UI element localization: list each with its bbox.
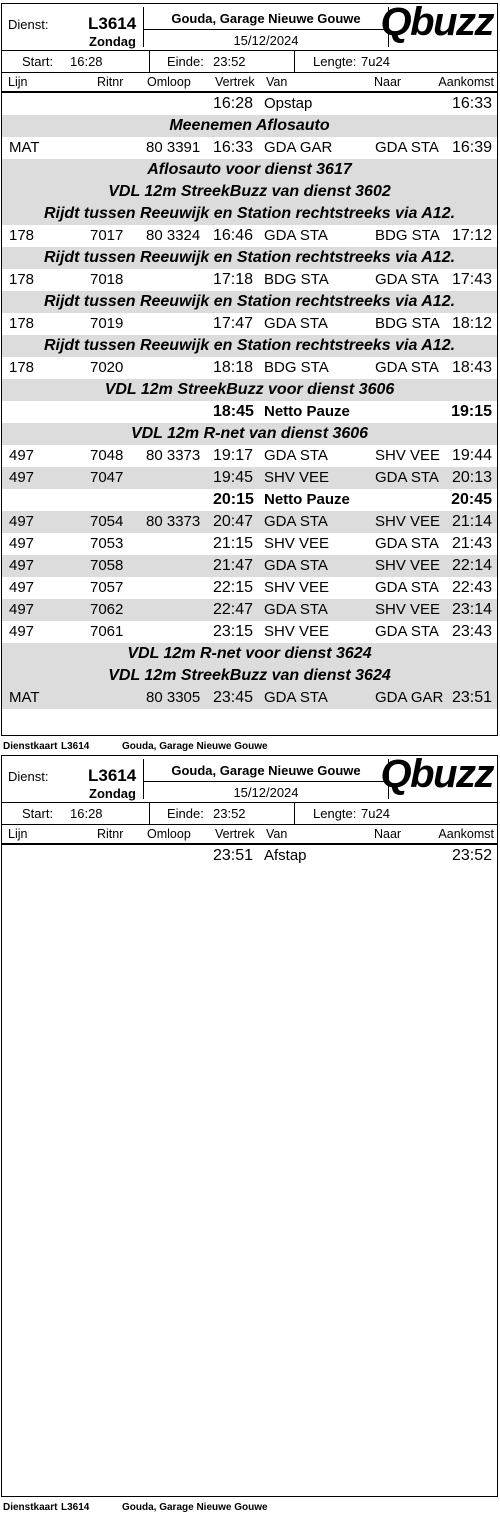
note-text: Meenemen Aflosauto — [169, 117, 330, 134]
lijn-cell: 178 — [9, 227, 35, 244]
aankomst-cell: 19:15 — [451, 403, 492, 420]
vertrek-cell: 22:47 — [213, 601, 254, 618]
aankomst-cell: 17:43 — [451, 271, 492, 288]
pause-row — [2, 401, 497, 423]
vertrek-cell: 23:15 — [213, 623, 254, 640]
qbuzz-logo: Qbuzz — [380, 0, 493, 44]
note-row — [2, 379, 497, 401]
note-row — [2, 203, 497, 225]
lijn-cell: 497 — [9, 469, 35, 486]
ritnr-cell: 7048 — [90, 447, 124, 464]
note-row — [2, 423, 497, 445]
note-text: VDL 12m R-net voor dienst 3624 — [127, 645, 372, 662]
einde-value: 23:52 — [213, 806, 246, 821]
trip-row — [2, 533, 497, 555]
note-text: VDL 12m StreekBuzz van dienst 3624 — [108, 667, 391, 684]
meta-bar — [2, 51, 497, 73]
van-cell: GDA STA — [264, 315, 328, 332]
col-aankomst: Aankomst — [438, 827, 494, 841]
start-label: Start: — [22, 806, 54, 821]
van-cell: BDG STA — [264, 271, 329, 288]
card-header — [2, 0, 497, 51]
vertrek-cell: 16:33 — [213, 139, 254, 156]
aankomst-cell: 18:12 — [451, 315, 492, 332]
van-cell: GDA GAR — [264, 139, 333, 156]
col-omloop: Omloop — [147, 827, 191, 841]
note-text: Rijdt tussen Reeuwijk en Station rechtstreeks via A12. — [43, 249, 456, 266]
trip-row — [2, 445, 497, 467]
vertrek-cell: 23:45 — [213, 689, 254, 706]
footer-code: L3614 — [61, 741, 90, 752]
omloop-cell: 80 3324 — [146, 227, 201, 244]
lijn-cell: 497 — [9, 513, 35, 530]
van-cell: GDA STA — [264, 601, 328, 618]
lijn-cell: 497 — [9, 579, 35, 596]
note-text: Rijdt tussen Reeuwijk en Station rechtstreeks via A12. — [43, 205, 456, 222]
van-cell: GDA STA — [264, 513, 328, 530]
aankomst-cell: 21:14 — [451, 513, 492, 530]
note-row — [2, 247, 497, 269]
aankomst-cell: 21:43 — [451, 535, 492, 552]
lijn-cell: 178 — [9, 315, 35, 332]
aankomst-cell: 23:14 — [451, 601, 492, 618]
lijn-cell: 178 — [9, 359, 35, 376]
aankomst-cell: 16:39 — [451, 139, 492, 156]
vertrek-cell: 16:46 — [213, 227, 254, 244]
note-text: Rijdt tussen Reeuwijk en Station rechtstreeks via A12. — [43, 293, 456, 310]
note-row — [2, 291, 497, 313]
footer-location: Gouda, Garage Nieuwe Gouwe — [122, 741, 268, 752]
column-headers — [2, 825, 497, 845]
location-date-box — [143, 7, 389, 47]
trip-row — [2, 467, 497, 489]
divider — [149, 803, 150, 824]
dienst-code: L3614 — [88, 766, 137, 785]
naar-cell: GDA STA — [375, 271, 439, 288]
vertrek-cell: 21:15 — [213, 535, 254, 552]
einde-label: Einde: — [167, 806, 204, 821]
meta-bar — [2, 803, 497, 825]
naar-cell: GDA STA — [375, 579, 439, 596]
naar-cell: GDA STA — [375, 535, 439, 552]
dienst-label: Dienst: — [8, 17, 49, 32]
start-label: Start: — [22, 54, 54, 69]
col-naar: Naar — [374, 75, 402, 89]
van-cell: SHV VEE — [264, 579, 330, 596]
aankomst-cell: 22:14 — [451, 557, 492, 574]
ritnr-cell: 7057 — [90, 579, 124, 596]
naar-cell: SHV VEE — [375, 557, 441, 574]
lijn-cell: MAT — [9, 689, 40, 706]
lengte-label: Lengte: — [313, 54, 357, 69]
divider — [149, 51, 150, 72]
aankomst-cell: 19:44 — [451, 447, 492, 464]
naar-cell: SHV VEE — [375, 601, 441, 618]
van-cell: GDA STA — [264, 447, 328, 464]
ritnr-cell: 7019 — [90, 315, 124, 332]
vertrek-cell: 16:28 — [213, 95, 254, 112]
trip-row — [2, 357, 497, 379]
trip-row — [2, 225, 497, 247]
col-vertrek: Vertrek — [215, 75, 255, 89]
van-cell: BDG STA — [264, 359, 329, 376]
lijn-cell: 497 — [9, 623, 35, 640]
trip-row — [2, 555, 497, 577]
aankomst-cell: 22:43 — [451, 579, 492, 596]
ritnr-cell: 7017 — [90, 227, 124, 244]
lijn-cell: 497 — [9, 557, 35, 574]
note-text: VDL 12m StreekBuzz voor dienst 3606 — [104, 381, 395, 398]
trip-row — [2, 687, 497, 709]
vertrek-cell: 20:15 — [213, 491, 254, 508]
van-cell: Afstap — [264, 847, 307, 864]
van-cell: Opstap — [264, 95, 313, 112]
naar-cell: GDA GAR — [375, 689, 444, 706]
divider — [144, 781, 388, 782]
naar-cell: GDA STA — [375, 623, 439, 640]
col-naar: Naar — [374, 827, 402, 841]
start-value: 16:28 — [70, 806, 103, 821]
ritnr-cell: 7061 — [90, 623, 124, 640]
trip-row — [2, 93, 497, 115]
omloop-cell: 80 3373 — [146, 513, 201, 530]
vertrek-cell: 20:47 — [213, 513, 254, 530]
trip-row — [2, 845, 497, 867]
start-value: 16:28 — [70, 54, 103, 69]
location-text: Gouda, Garage Nieuwe Gouwe — [171, 11, 361, 26]
aankomst-cell: 16:33 — [451, 95, 492, 112]
column-headers — [2, 73, 497, 93]
van-cell: GDA STA — [264, 689, 328, 706]
dienst-day: Zondag — [89, 34, 136, 49]
naar-cell: BDG STA — [375, 227, 440, 244]
note-row — [2, 181, 497, 203]
col-van: Van — [266, 827, 288, 841]
lengte-label: Lengte: — [313, 806, 357, 821]
naar-cell: GDA STA — [375, 139, 439, 156]
aankomst-cell: 20:13 — [451, 469, 492, 486]
vertrek-cell: 23:51 — [213, 847, 254, 864]
trip-row — [2, 511, 497, 533]
einde-value: 23:52 — [213, 54, 246, 69]
footer-code: L3614 — [61, 1502, 90, 1513]
ritnr-cell: 7053 — [90, 535, 124, 552]
footer-label: Dienstkaart — [3, 1502, 58, 1513]
van-cell: GDA STA — [264, 227, 328, 244]
card-header — [2, 752, 497, 803]
note-row — [2, 335, 497, 357]
date-text: 15/12/2024 — [233, 33, 299, 48]
lijn-cell: 497 — [9, 601, 35, 618]
aankomst-cell: 23:43 — [451, 623, 492, 640]
footer-location: Gouda, Garage Nieuwe Gouwe — [122, 1502, 268, 1513]
divider — [294, 51, 295, 72]
divider — [144, 29, 388, 30]
location-date-box — [143, 759, 389, 799]
note-row — [2, 643, 497, 665]
location-text: Gouda, Garage Nieuwe Gouwe — [171, 763, 361, 778]
ritnr-cell: 7020 — [90, 359, 124, 376]
col-aankomst: Aankomst — [438, 75, 494, 89]
note-row — [2, 665, 497, 687]
col-lijn: Lijn — [8, 827, 28, 841]
dienst-day: Zondag — [89, 786, 136, 801]
naar-cell: BDG STA — [375, 315, 440, 332]
col-ritnr: Ritnr — [97, 827, 124, 841]
pause-row — [2, 489, 497, 511]
qbuzz-logo: Qbuzz — [380, 752, 493, 796]
col-lijn: Lijn — [8, 75, 28, 89]
lijn-cell: 178 — [9, 271, 35, 288]
van-cell: SHV VEE — [264, 535, 330, 552]
einde-label: Einde: — [167, 54, 204, 69]
pause-label: Netto Pauze — [264, 491, 350, 508]
lengte-value: 7u24 — [361, 54, 390, 69]
ritnr-cell: 7062 — [90, 601, 124, 618]
lijn-cell: 497 — [9, 535, 35, 552]
pause-label: Netto Pauze — [264, 403, 350, 420]
naar-cell: SHV VEE — [375, 513, 441, 530]
ritnr-cell: 7047 — [90, 469, 124, 486]
van-cell: GDA STA — [264, 557, 328, 574]
van-cell: SHV VEE — [264, 623, 330, 640]
vertrek-cell: 17:47 — [213, 315, 254, 332]
vertrek-cell: 19:17 — [213, 447, 254, 464]
duty-card-page-2 — [1, 752, 498, 1497]
col-ritnr: Ritnr — [97, 75, 124, 89]
note-text: VDL 12m StreekBuzz van dienst 3602 — [108, 183, 391, 200]
trip-row — [2, 137, 497, 159]
omloop-cell: 80 3391 — [146, 139, 201, 156]
vertrek-cell: 19:45 — [213, 469, 254, 486]
aankomst-cell: 23:51 — [451, 689, 492, 706]
vertrek-cell: 22:15 — [213, 579, 254, 596]
trip-row — [2, 599, 497, 621]
col-van: Van — [266, 75, 288, 89]
lengte-value: 7u24 — [361, 806, 390, 821]
vertrek-cell: 18:18 — [213, 359, 254, 376]
naar-cell: GDA STA — [375, 359, 439, 376]
van-cell: SHV VEE — [264, 469, 330, 486]
col-vertrek: Vertrek — [215, 827, 255, 841]
note-row — [2, 115, 497, 137]
divider — [294, 803, 295, 824]
vertrek-cell: 18:45 — [213, 403, 254, 420]
note-text: Rijdt tussen Reeuwijk en Station rechtstreeks via A12. — [43, 337, 456, 354]
ritnr-cell: 7018 — [90, 271, 124, 288]
omloop-cell: 80 3305 — [146, 689, 201, 706]
note-row — [2, 159, 497, 181]
note-text: Aflosauto voor dienst 3617 — [147, 161, 352, 178]
dienst-code: L3614 — [88, 14, 137, 33]
trip-row — [2, 313, 497, 335]
footer-label: Dienstkaart — [3, 741, 58, 752]
aankomst-cell: 23:52 — [451, 847, 492, 864]
duty-card-page-1 — [1, 0, 498, 736]
trip-list — [2, 93, 497, 709]
aankomst-cell: 18:43 — [451, 359, 492, 376]
note-text: VDL 12m R-net van dienst 3606 — [130, 425, 369, 442]
aankomst-cell: 17:12 — [451, 227, 492, 244]
trip-row — [2, 269, 497, 291]
naar-cell: GDA STA — [375, 469, 439, 486]
ritnr-cell: 7054 — [90, 513, 124, 530]
lijn-cell: 497 — [9, 447, 35, 464]
omloop-cell: 80 3373 — [146, 447, 201, 464]
lijn-cell: MAT — [9, 139, 40, 156]
dienst-label: Dienst: — [8, 769, 49, 784]
date-text: 15/12/2024 — [233, 785, 299, 800]
trip-row — [2, 577, 497, 599]
ritnr-cell: 7058 — [90, 557, 124, 574]
col-omloop: Omloop — [147, 75, 191, 89]
trip-list — [2, 845, 497, 867]
vertrek-cell: 21:47 — [213, 557, 254, 574]
aankomst-cell: 20:45 — [451, 491, 492, 508]
vertrek-cell: 17:18 — [213, 271, 254, 288]
naar-cell: SHV VEE — [375, 447, 441, 464]
trip-row — [2, 621, 497, 643]
